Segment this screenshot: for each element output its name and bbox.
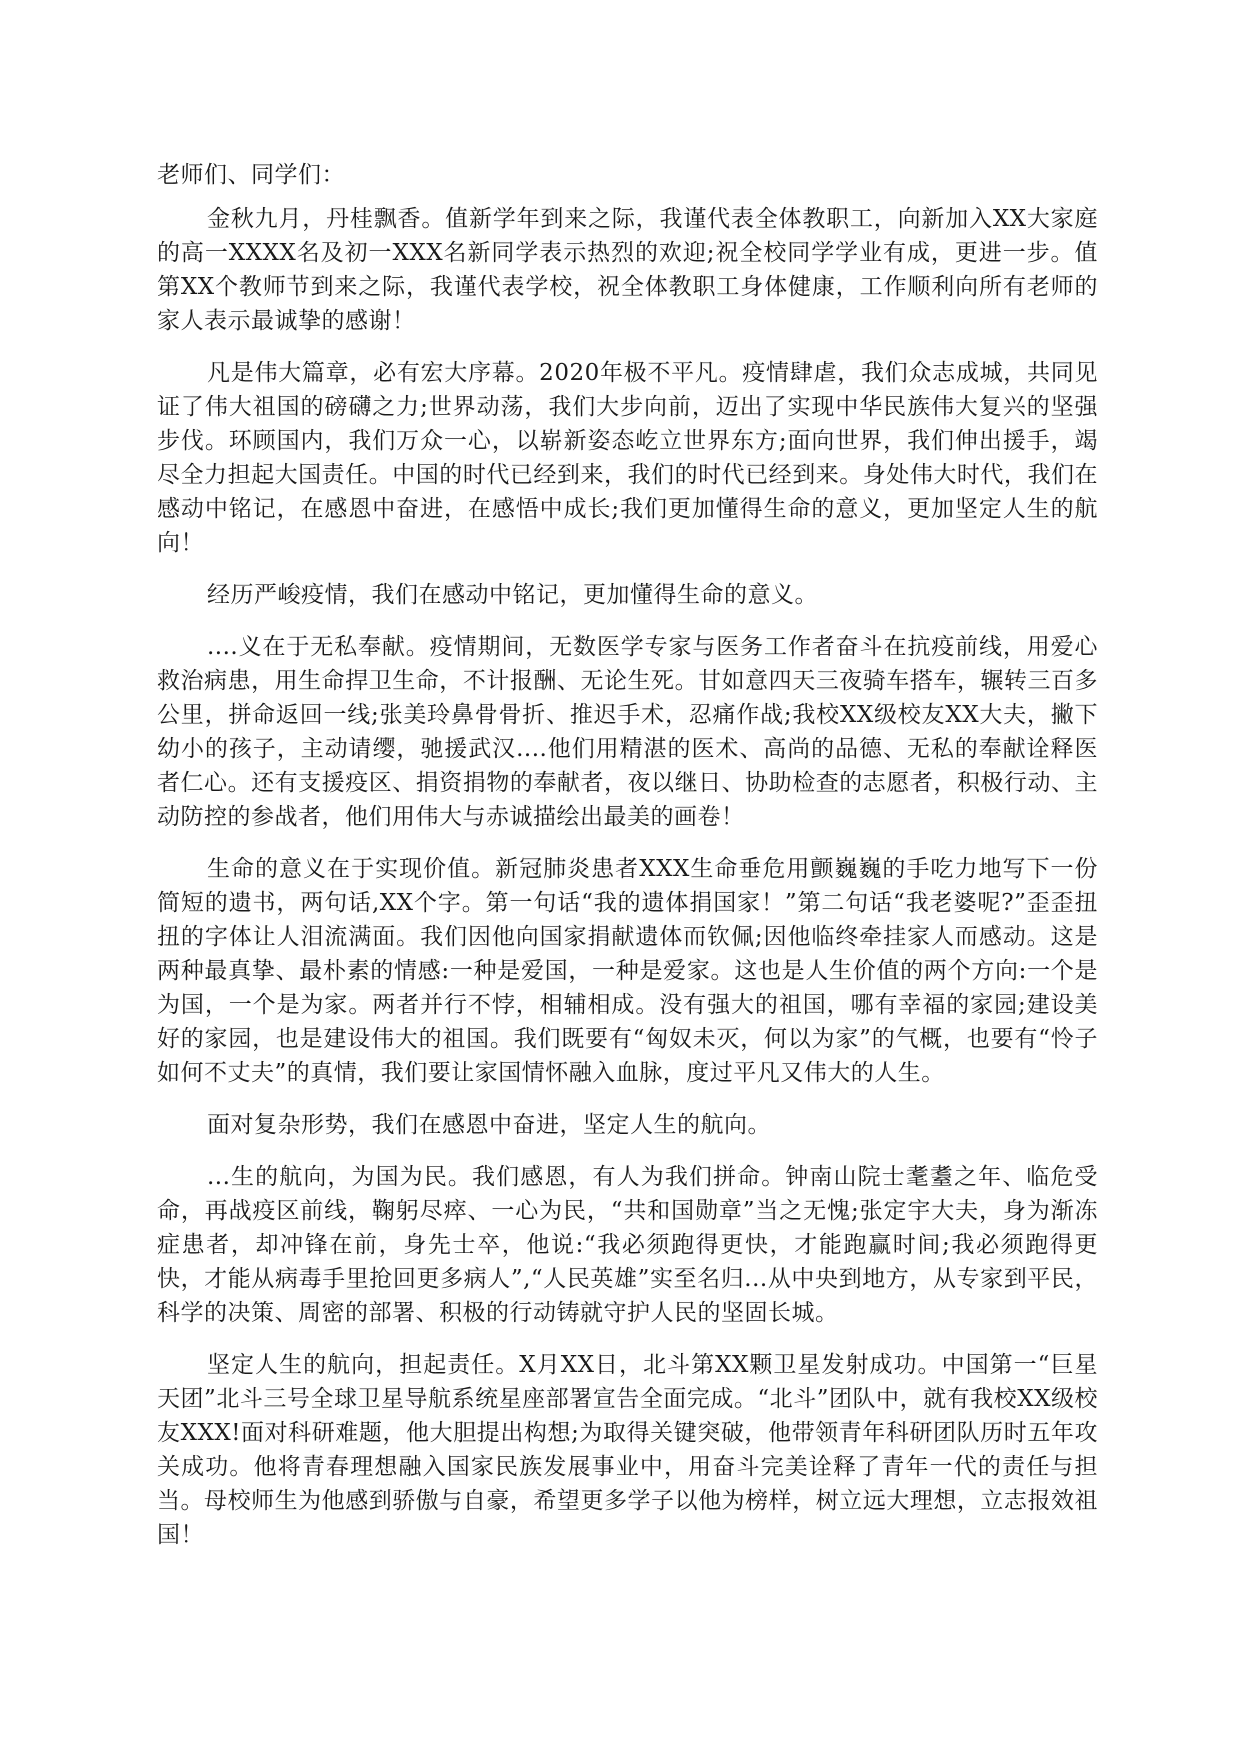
paragraph-realize-value: 生命的意义在于实现价值。新冠肺炎患者XXX生命垂危用颤巍巍的手吃力地写下一份简短的遗书，两句话,XX个字。第一句话“我的遗体捐国家！”第二句话“我老婆呢?”歪歪扭扭的字体让人泪流满面。我们因他向国家捐献遗体而钦佩;因他临终牵挂家人而感动。这是两种最真挚、最朴素的情感:一种是爱国，一种是爱家。这也是人生价值的两个方向:一个是为国，一个是为家。两者并行不悖，相辅相成。没有强大的祖国，哪有幸福的家园;建设美好的家园，也是建设伟大的祖国。我们既要有“匈奴未灭，何以为家”的气概，也要有“怜子如何不丈夫”的真情，我们要让家国情怀融入血脉，度过平凡又伟大的人生。 xyxy=(157,856,1098,1086)
paragraph-for-country-and-people: ...生的航向，为国为民。我们感恩，有人为我们拼命。钟南山院士耄耋之年、临危受命，再战疫区前线，鞠躬尽瘁、一心为民，“共和国勋章”当之无愧;张定宇大夫，身为渐冻症患者，却冲锋在前，身先士卒，他说:“我必须跑得更快，才能跑赢时间;我必须跑得更快，才能从病毒手里抢回更多病人”,“人民英雄”实至名归...从中央到地方，从专家到平民，科学的决策、周密的部署、积极的行动铸就守护人民的坚固长城。 xyxy=(157,1164,1098,1326)
paragraph-section-heading-life-direction: 面对复杂形势，我们在感恩中奋进，坚定人生的航向。 xyxy=(207,1112,771,1138)
paragraph-take-responsibility: 坚定人生的航向，担起责任。X月XX日，北斗第XX颗卫星发射成功。中国第一“巨星天团”北斗三号全球卫星导航系统星座部署宣告全面完成。“北斗”团队中，就有我校XX级校友XXX!面对科研难题，他大胆提出构想;为取得关键突破，他带领青年科研团队历时五年攻关成功。他将青春理想融入国家民族发展事业中，用奋斗完美诠释了青年一代的责任与担当。母校师生为他感到骄傲与自豪，希望更多学子以他为榜样，树立远大理想，立志报效祖国！ xyxy=(157,1352,1098,1548)
paragraph-selfless-dedication: ....义在于无私奉献。疫情期间，无数医学专家与医务工作者奋斗在抗疫前线，用爱心救治病患，用生命捍卫生命，不计报酬、无论生死。甘如意四天三夜骑车搭车，辗转三百多公里，拼命返回一线;张美玲鼻骨骨折、推迟手术，忍痛作战;我校XX级校友XX大夫，撇下幼小的孩子，主动请缨，驰援武汉....他们用精湛的医术、高尚的品德、无私的奉献诠释医者仁心。还有支援疫区、捐资捐物的奉献者，夜以继日、协助检查的志愿者，积极行动、主动防控的参战者，他们用伟大与赤诚描绘出最美的画卷！ xyxy=(157,634,1098,830)
paragraph-section-heading-meaning-of-life: 经历严峻疫情，我们在感动中铭记，更加懂得生命的意义。 xyxy=(207,582,818,608)
paragraph-welcome: 金秋九月，丹桂飘香。值新学年到来之际，我谨代表全体教职工，向新加入XX大家庭的高一XXXX名及初一XXX名新同学表示热烈的欢迎;祝全校同学学业有成，更进一步。值第XX个教师节到来之际，我谨代表学校，祝全体教职工身体健康，工作顺利向所有老师的家人表示最诚挚的感谢！ xyxy=(157,206,1098,334)
greeting: 老师们、同学们： xyxy=(157,162,345,188)
paragraph-great-era: 凡是伟大篇章，必有宏大序幕。2020年极不平凡。疫情肆虐，我们众志成城，共同见证了伟大祖国的磅礴之力;世界动荡，我们大步向前，迈出了实现中华民族伟大复兴的坚强步伐。环顾国内，我们万众一心，以崭新姿态屹立世界东方;面向世界，我们伸出援手，竭尽全力担起大国责任。中国的时代已经到来，我们的时代已经到来。身处伟大时代，我们在感动中铭记，在感恩中奋进，在感悟中成长;我们更加懂得生命的意义，更加坚定人生的航向！ xyxy=(157,360,1098,556)
